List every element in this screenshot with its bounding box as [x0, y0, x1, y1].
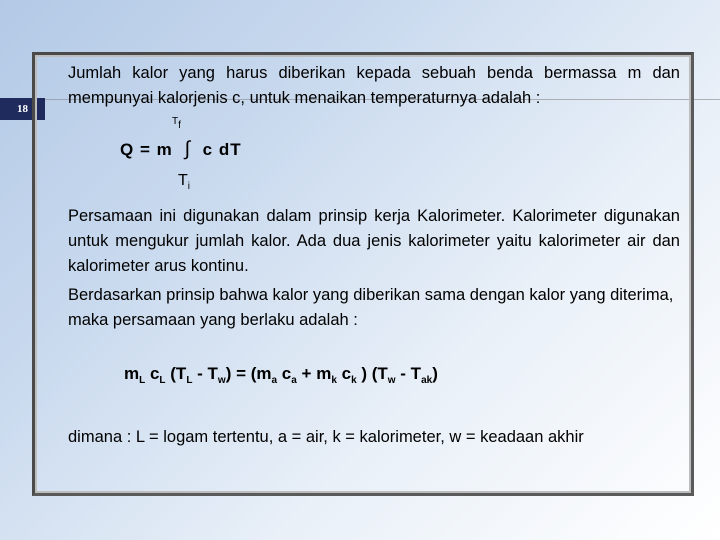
calorimeter-equation: $m_L$ $c_L$ $(T_L - T_w) = (m_a$ $c_a + m_k$ $c_k$ ) $(T_w - T_{ak})$ [124, 364, 438, 386]
page-number: 18 [17, 103, 28, 115]
integral-lower-limit: $T_i$ [178, 172, 191, 192]
equation-lhs: Q = m [120, 140, 173, 159]
heat-equation [120, 138, 242, 161]
definitions-line: dimana : L = logam tertentu, a = air, k = kalorimeter, w = keadaan akhir [68, 428, 584, 446]
calorimeter-paragraph: Persamaan ini digunakan dalam prinsip kerja Kalorimeter. Kalorimeter digunakan untuk mengukur jumlah kalor. Ada dua jenis kalorimeter yaitu kalorimeter air dan kalorimeter arus kontinu. [68, 207, 680, 275]
equation-integrand: c dT [202, 140, 242, 159]
integral-upper-limit: $T_f$ [172, 116, 181, 131]
intro-paragraph: Jumlah kalor yang harus diberikan kepada sebuah benda bermassa m dan mempunyai kalorjenis c, untuk menaikan temperaturnya adalah : [68, 64, 680, 107]
principle-paragraph: Berdasarkan prinsip bahwa kalor yang diberikan sama dengan kalor yang diterima, maka persamaan yang berlaku adalah : [68, 286, 674, 329]
integral-sign: ∫ [184, 138, 191, 160]
